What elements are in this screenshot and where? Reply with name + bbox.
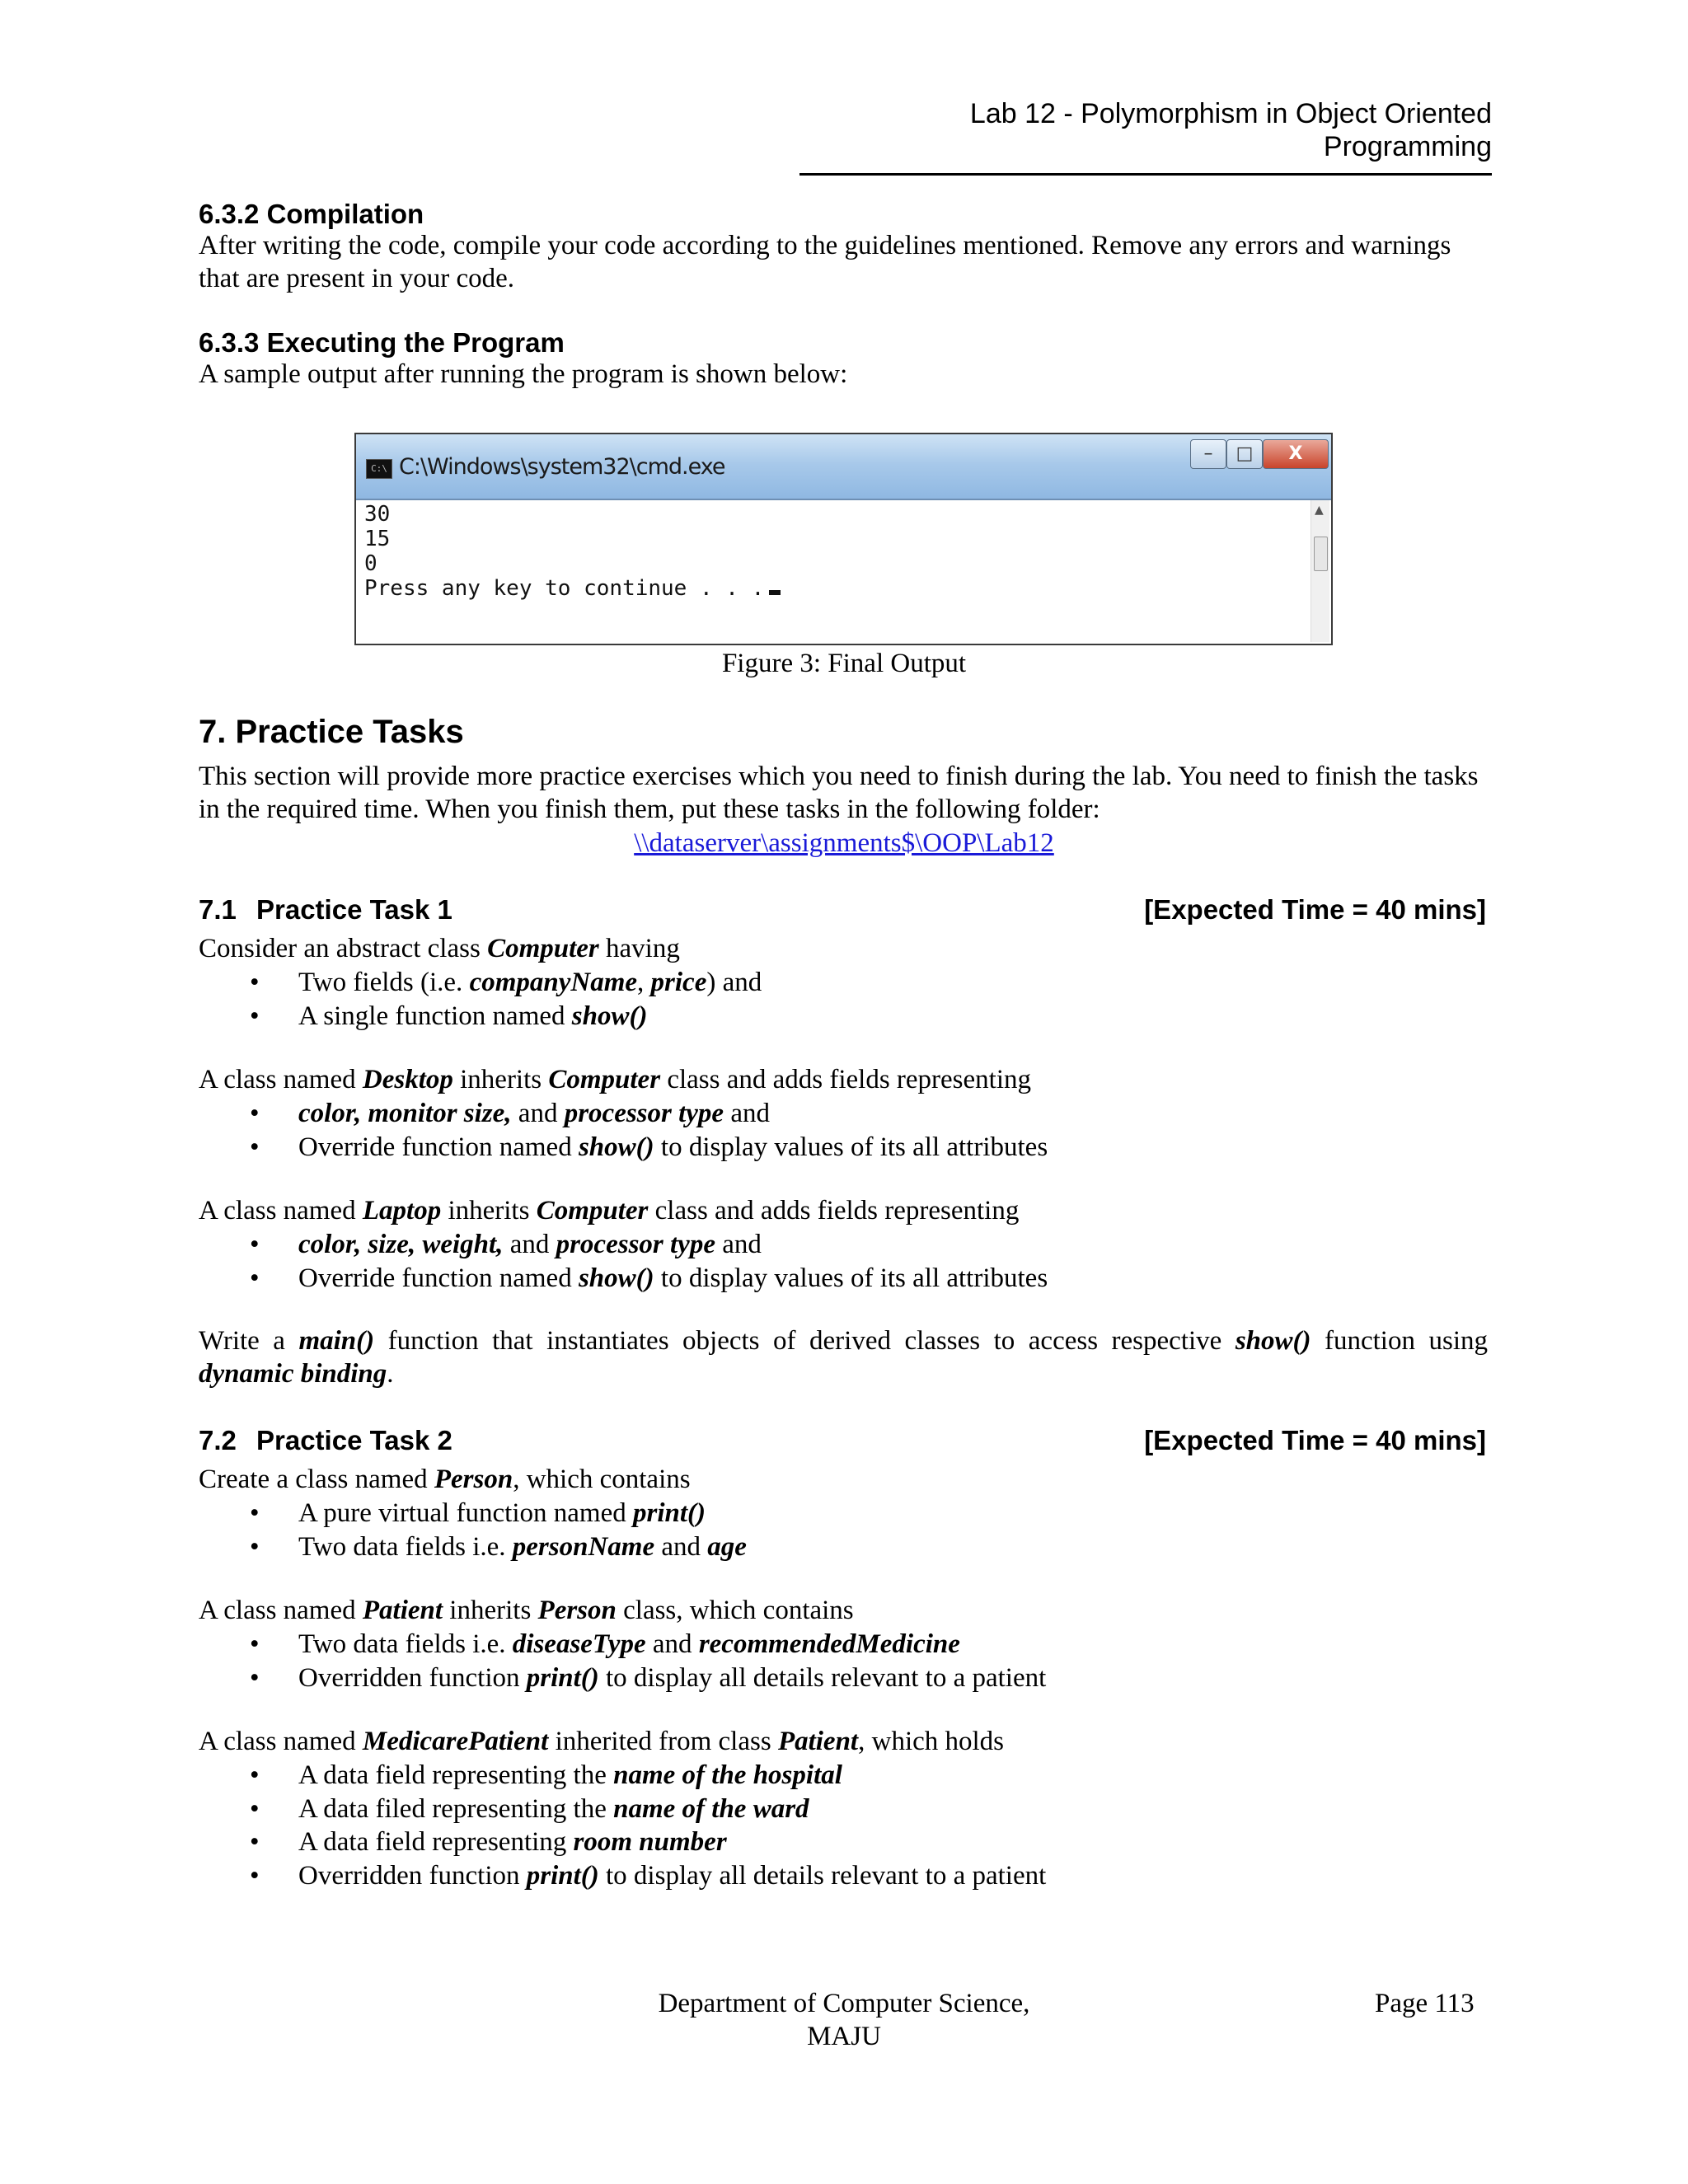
task2-number: 7.2 bbox=[199, 1425, 237, 1455]
cmd-output-line: 30 bbox=[364, 502, 391, 527]
task2-paragraph-2: A class named Patient inherits Person class, which contains bbox=[199, 1596, 854, 1625]
list-item: • A data field representing the name of the hospital bbox=[199, 1759, 1046, 1793]
running-header: Lab 12 - Polymorphism in Object Oriented Programming bbox=[799, 97, 1492, 176]
list-item: • A pure virtual function named print() bbox=[199, 1497, 747, 1530]
task1-computer-list bbox=[199, 966, 762, 1033]
maximize-button[interactable]: □ bbox=[1226, 439, 1263, 469]
task1-heading bbox=[199, 893, 1486, 926]
compilation-paragraph: After writing the code, compile your code according to the guidelines mentioned. Remove any errors and warnings that are present in your code. bbox=[199, 231, 1451, 293]
section-heading-6-3-2: 6.3.2 Compilation bbox=[199, 199, 424, 229]
executing-paragraph: A sample output after running the program is shown below: bbox=[199, 359, 848, 389]
task2-patient-list bbox=[199, 1628, 1046, 1694]
cmd-app-icon: C:\ bbox=[366, 459, 392, 479]
close-button[interactable]: X bbox=[1263, 439, 1329, 469]
cmd-output bbox=[364, 502, 781, 601]
task2-paragraph-1: Create a class named Person, which contains bbox=[199, 1465, 691, 1494]
scroll-thumb[interactable] bbox=[1314, 537, 1328, 571]
footer-department-line: Department of Computer Science, bbox=[658, 1989, 1030, 2018]
task1-desktop-list bbox=[199, 1097, 1048, 1164]
task1-paragraph-2: A class named Desktop inherits Computer class and adds fields representing bbox=[199, 1065, 1032, 1094]
list-item: • color, monitor size, and processor type and bbox=[199, 1097, 1048, 1131]
task2-expected-time: [Expected Time = 40 mins] bbox=[1144, 1425, 1486, 1455]
cmd-output-line: 0 bbox=[364, 551, 377, 576]
task2-title: Practice Task 2 bbox=[256, 1425, 452, 1455]
list-item: • A data filed representing the name of the ward bbox=[199, 1793, 1046, 1826]
list-item: • Two fields (i.e. companyName, price) and bbox=[199, 966, 762, 1000]
list-item: • Override function named show() to display values of its all attributes bbox=[199, 1262, 1048, 1296]
figure-caption: Figure 3: Final Output bbox=[721, 649, 967, 678]
task2-heading bbox=[199, 1424, 1486, 1457]
cmd-window-title: C:\Windows\system32\cmd.exe bbox=[399, 454, 725, 480]
cmd-titlebar bbox=[356, 434, 1331, 500]
cursor-icon bbox=[769, 590, 781, 595]
cmd-scrollbar[interactable] bbox=[1311, 500, 1329, 642]
cmd-window-figure bbox=[354, 433, 1333, 645]
cmd-prompt-text: Press any key to continue . . . bbox=[364, 576, 765, 601]
task1-paragraph-3: A class named Laptop inherits Computer class and adds fields representing bbox=[199, 1196, 1020, 1226]
minimize-button[interactable]: – bbox=[1190, 439, 1226, 469]
task2-medicare-list bbox=[199, 1759, 1046, 1892]
footer-university-line: MAJU bbox=[807, 2022, 881, 2051]
folder-link[interactable]: \\dataserver\assignments$\OOP\Lab12 bbox=[634, 828, 1054, 858]
list-item: • Override function named show() to display values of its all attributes bbox=[199, 1131, 1048, 1165]
task2-paragraph-3: A class named MedicarePatient inherited from class Patient, which holds bbox=[199, 1727, 1005, 1756]
list-item: • Two data fields i.e. diseaseType and recommendedMedicine bbox=[199, 1628, 1046, 1661]
task1-paragraph-1: Consider an abstract class Computer having bbox=[199, 934, 680, 963]
task1-expected-time: [Expected Time = 40 mins] bbox=[1144, 894, 1486, 925]
scroll-up-arrow-icon[interactable]: ▲ bbox=[1315, 504, 1324, 517]
task2-person-list bbox=[199, 1497, 747, 1563]
practice-intro-paragraph: This section will provide more practice exercises which you need to finish during the lab. You need to finish the tasks in the required time. When you finish them, put these tasks in the following folder: bbox=[199, 762, 1479, 824]
list-item: • A data field representing room number bbox=[199, 1825, 1046, 1859]
list-item: • A single function named show() bbox=[199, 1000, 762, 1033]
task1-title: Practice Task 1 bbox=[256, 894, 452, 925]
list-item: • Overridden function print() to display all details relevant to a patient bbox=[199, 1859, 1046, 1893]
list-item: • Overridden function print() to display all details relevant to a patient bbox=[199, 1661, 1046, 1695]
folder-link-line bbox=[0, 827, 1688, 860]
cmd-output-line bbox=[364, 576, 781, 601]
task1-paragraph-4: Write a main() function that instantiates objects of derived classes to access respective show() function using dynamic binding. bbox=[199, 1326, 1488, 1389]
list-item: • color, size, weight, and processor type and bbox=[199, 1228, 1048, 1262]
task1-laptop-list bbox=[199, 1228, 1048, 1295]
section-heading-7: 7. Practice Tasks bbox=[199, 714, 464, 750]
list-item: • Two data fields i.e. personName and age bbox=[199, 1530, 747, 1564]
section-heading-6-3-3: 6.3.3 Executing the Program bbox=[199, 327, 565, 358]
task1-number: 7.1 bbox=[199, 894, 237, 925]
page-number: Page 113 bbox=[1375, 1989, 1475, 2018]
cmd-output-line: 15 bbox=[364, 527, 391, 551]
